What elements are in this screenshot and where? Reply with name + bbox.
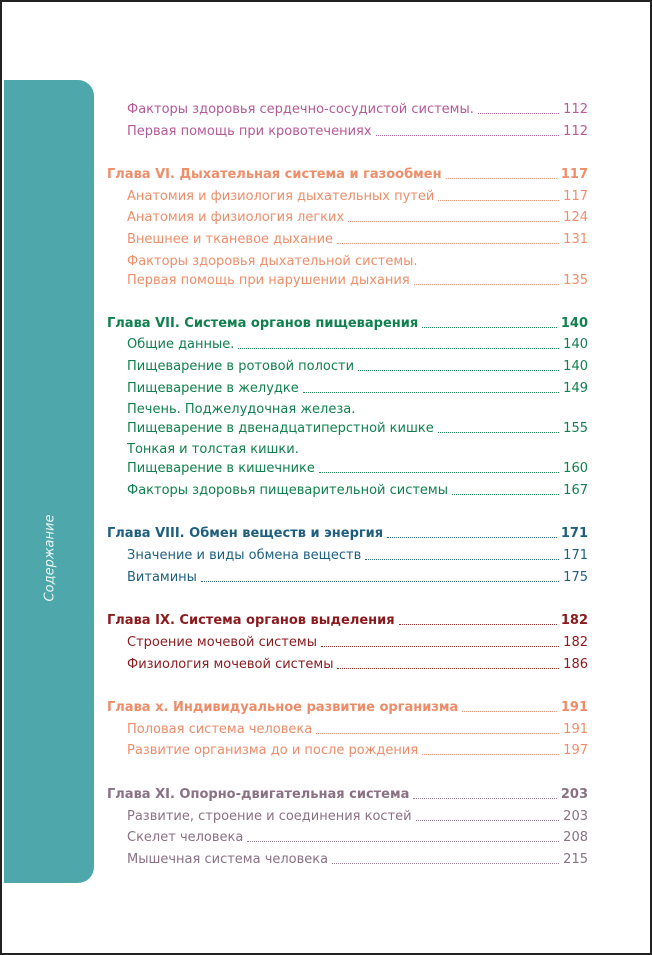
toc-entry-page: 203	[563, 809, 588, 824]
leader-dots	[332, 863, 559, 864]
leader-dots	[238, 348, 559, 349]
toc-chapter-8[interactable]	[107, 525, 588, 543]
toc-entry[interactable]	[127, 101, 588, 119]
toc-entry-page: 131	[563, 232, 588, 247]
toc-entry-title: Скелет человека	[127, 830, 244, 845]
toc-entry-page: 197	[563, 743, 588, 758]
leader-dots	[438, 432, 559, 433]
toc-entry-page: 215	[563, 852, 588, 867]
chapter-page: 191	[560, 700, 588, 715]
leader-dots	[413, 798, 556, 799]
toc-entry[interactable]	[127, 482, 588, 500]
toc-entry[interactable]	[127, 851, 588, 869]
leader-dots	[303, 392, 559, 393]
toc-entry-line1[interactable]: Печень. Поджелудочная железа.	[127, 402, 356, 417]
toc-entry[interactable]	[127, 380, 588, 398]
toc-entry[interactable]	[127, 569, 588, 587]
leader-dots	[316, 733, 559, 734]
toc-entry[interactable]	[127, 634, 588, 652]
toc-entry[interactable]	[127, 209, 588, 227]
leader-dots	[452, 494, 559, 495]
toc-entry-page: 171	[563, 548, 588, 563]
toc-entry[interactable]	[127, 420, 588, 438]
toc-entry-line1[interactable]: Факторы здоровья дыхательной системы.	[127, 254, 418, 269]
toc-entry[interactable]	[127, 123, 588, 141]
toc-entry-page: 149	[563, 381, 588, 396]
toc-entry-title: Мышечная система человека	[127, 852, 329, 867]
toc-entry-title: Первая помощь при нарушении дыхания	[127, 273, 410, 288]
leader-dots	[337, 243, 559, 244]
toc-entry-title: Пищеварение в желудке	[127, 381, 299, 396]
toc-entry-title: Внешнее и тканевое дыхание	[127, 232, 334, 247]
leader-dots	[438, 200, 559, 201]
chapter-title: Глава VIII. Обмен веществ и энергия	[107, 526, 384, 541]
leader-dots	[319, 472, 559, 473]
section-tab	[4, 80, 94, 945]
chapter-title: Глава IX. Система органов выделения	[107, 613, 395, 628]
leader-dots	[416, 820, 560, 821]
toc-entry[interactable]	[127, 336, 588, 354]
leader-dots	[422, 327, 557, 328]
leader-dots	[399, 624, 557, 625]
leader-dots	[365, 559, 559, 560]
page-number: 4	[74, 932, 82, 945]
toc-entry[interactable]	[127, 358, 588, 376]
toc-entry-title: Анатомия и физиология дыхательных путей	[127, 189, 435, 204]
toc-entry-title: Пищеварение в кишечнике	[127, 461, 315, 476]
leader-dots	[446, 178, 557, 179]
toc-entry-page: 175	[563, 570, 588, 585]
toc-entry[interactable]	[127, 547, 588, 565]
toc-entry[interactable]	[127, 272, 588, 290]
toc-entry-title: Факторы здоровья сердечно-сосудистой системы.	[127, 102, 474, 117]
toc-entry-page: 117	[563, 189, 588, 204]
toc-chapter-10[interactable]	[107, 699, 588, 717]
toc-chapter-9[interactable]	[107, 612, 588, 630]
toc-entry-page: 191	[563, 722, 588, 737]
toc-entry[interactable]	[127, 808, 588, 826]
toc-entry-title: Строение мочевой системы	[127, 635, 317, 650]
leader-dots	[414, 284, 559, 285]
toc-chapter-6[interactable]	[107, 166, 588, 184]
chapter-title: Глава x. Индивидуальное развитие организма	[107, 700, 459, 715]
toc-chapter-11[interactable]	[107, 786, 588, 804]
leader-dots	[247, 841, 559, 842]
toc-entry[interactable]	[127, 721, 588, 739]
toc-entry-page: 208	[563, 830, 588, 845]
toc-entry[interactable]	[127, 188, 588, 206]
toc-entry[interactable]	[127, 231, 588, 249]
toc-entry-title: Витамины	[127, 570, 197, 585]
toc-entry-line1[interactable]: Тонкая и толстая кишки.	[127, 442, 299, 457]
toc-entry-page: 140	[563, 337, 588, 352]
toc-entry-page: 112	[563, 102, 588, 117]
leader-dots	[387, 537, 557, 538]
leader-dots	[422, 754, 559, 755]
toc-entry[interactable]	[127, 656, 588, 674]
toc-entry[interactable]	[127, 460, 588, 478]
chapter-title: Глава XI. Опорно-двигательная система	[107, 787, 410, 802]
leader-dots	[321, 646, 559, 647]
toc-entry-page: 124	[563, 210, 588, 225]
leader-dots	[478, 113, 559, 114]
toc-entry-title: Развитие организма до и после рождения	[127, 743, 419, 758]
leader-dots	[376, 135, 560, 136]
leader-dots	[462, 711, 557, 712]
toc-entry-title: Пищеварение в двенадцатиперстной кишке	[127, 421, 434, 436]
toc-entry-title: Факторы здоровья пищеварительной системы	[127, 483, 449, 498]
toc-entry-page: 135	[563, 273, 588, 288]
toc-entry-title: Общие данные.	[127, 337, 235, 352]
toc-entry-title: Анатомия и физиология легких	[127, 210, 345, 225]
toc-entry-title: Физиология мочевой системы	[127, 657, 334, 672]
leader-dots	[348, 221, 559, 222]
section-tab-label: Содержание	[42, 514, 58, 602]
toc-entry[interactable]	[127, 742, 588, 760]
leader-dots	[201, 581, 559, 582]
toc-entry-page: 155	[563, 421, 588, 436]
toc-entry-page: 167	[563, 483, 588, 498]
toc-entry-page: 160	[563, 461, 588, 476]
chapter-page: 182	[560, 613, 588, 628]
toc-entry-page: 186	[563, 657, 588, 672]
chapter-page: 203	[560, 787, 588, 802]
leader-dots	[358, 370, 559, 371]
toc-chapter-7[interactable]	[107, 315, 588, 333]
toc-entry-title: Значение и виды обмена веществ	[127, 548, 362, 563]
toc-entry-title: Половая система человека	[127, 722, 313, 737]
toc-entry-page: 112	[563, 124, 588, 139]
toc-entry-page: 140	[563, 359, 588, 374]
chapter-page: 140	[560, 316, 588, 331]
chapter-page: 171	[560, 526, 588, 541]
toc-entry-title: Пищеварение в ротовой полости	[127, 359, 355, 374]
chapter-title: Глава VII. Система органов пищеварения	[107, 316, 419, 331]
chapter-title: Глава VI. Дыхательная система и газообмен	[107, 167, 442, 182]
toc-entry[interactable]	[127, 829, 588, 847]
toc-entry-title: Первая помощь при кровотечениях	[127, 124, 372, 139]
chapter-page: 117	[560, 167, 588, 182]
toc-entry-page: 182	[563, 635, 588, 650]
toc-entry-title: Развитие, строение и соединения костей	[127, 809, 412, 824]
leader-dots	[337, 668, 559, 669]
